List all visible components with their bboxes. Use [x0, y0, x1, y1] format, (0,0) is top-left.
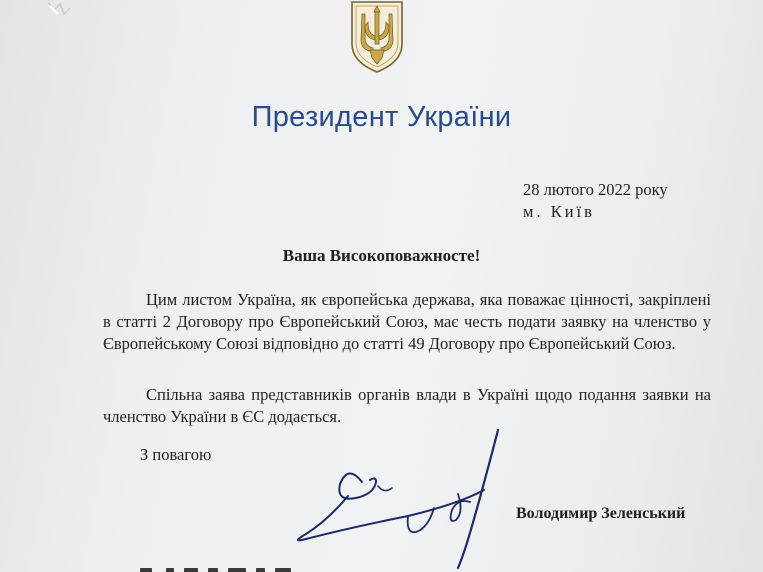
signer-name: Володимир Зеленський [516, 505, 686, 522]
letter-city: м. Київ [523, 202, 595, 221]
letter-date: 28 лютого 2022 року [523, 180, 668, 199]
cut-off-text-line [140, 560, 480, 572]
trident-coat-of-arms-icon [346, 0, 408, 74]
page-title: Президент України [251, 101, 512, 133]
letter-closing: З повагою [140, 445, 212, 464]
letter-salutation: Ваша Високоповажносте! [282, 246, 481, 265]
letter-paragraph-1: Цим листом Україна, як європейська держава, яка поважає цінності, закріплені в статті 2 Договору про Європейський Союз, має честь подати заявку на членство у Європейському Союзі відповідно до статті 49 Договору про Європейський Союз. [103, 290, 711, 353]
paper-fold-mark [34, 0, 84, 34]
handwritten-signature [288, 424, 518, 572]
letter-paragraph-2: Спільна заява представників органів влади в Україні щодо подання заявки на членство України в ЄС додається. [103, 385, 711, 426]
